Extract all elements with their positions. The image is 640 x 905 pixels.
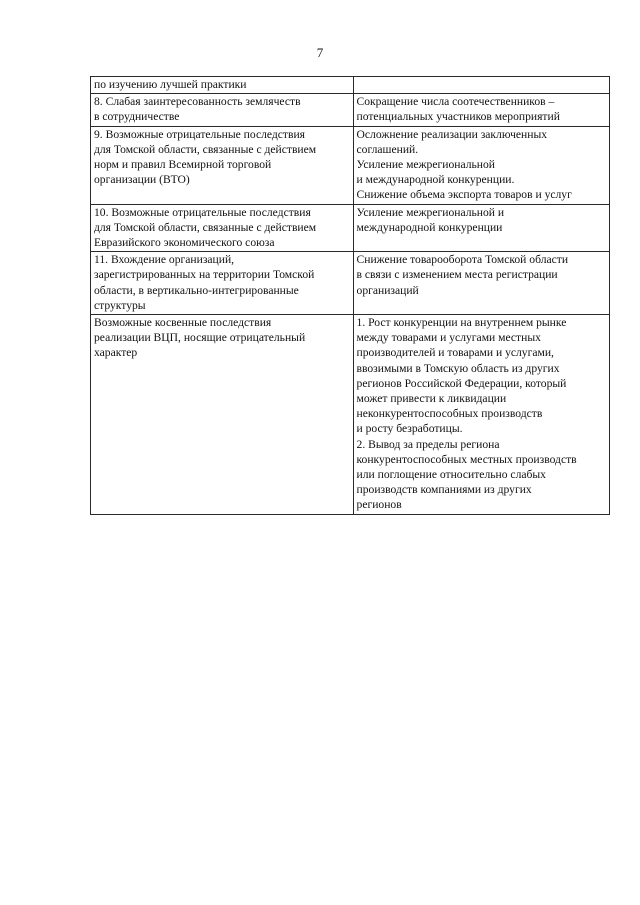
cell-line: Усиление межрегиональной и [356,205,505,219]
cell-line: и росту безработицы. [356,422,463,436]
risk-cell [91,94,354,126]
cell-line: организации (ВТО) [94,173,190,187]
table-row [91,315,610,515]
cell-line: структуры [94,298,146,312]
page-number: 7 [316,45,324,60]
consequence-cell [353,77,609,94]
cell-line: Возможные косвенные последствия [94,316,272,330]
cell-line: регионов Российской Федерации, который [356,376,567,390]
cell-line: для Томской области, связанные с действием [94,220,317,234]
cell-line: 2. Вывод за пределы региона [356,437,500,451]
cell-line: области, в вертикально-интегрированные [94,283,299,297]
cell-line: и международной конкуренции. [356,173,515,187]
table-row [91,77,610,94]
cell-line: характер [94,346,138,360]
cell-line: организаций [356,283,419,297]
risk-cell [91,77,354,94]
cell-line: в связи с изменением места регистрации [356,268,558,282]
cell-line: в сотрудничестве [94,110,180,124]
risk-cell [91,252,354,315]
risk-cell [91,126,354,204]
table-row [91,94,610,126]
cell-line: норм и правил Всемирной торговой [94,158,272,172]
cell-line: может привести к ликвидации [356,392,507,406]
cell-line: 8. Слабая заинтересованность землячеств [94,95,301,109]
cell-line: производителей и товарами и услугами, [356,346,554,360]
consequence-cell [353,94,609,126]
table-row [91,252,610,315]
cell-line: Усиление межрегиональной [356,158,495,172]
cell-line: для Томской области, связанные с действием [94,142,317,156]
risk-cell [91,204,354,252]
cell-line: потенциальных участников мероприятий [356,110,560,124]
cell-line: зарегистрированных на территории Томской [94,268,315,282]
cell-line: 1. Рост конкуренции на внутреннем рынке [356,316,567,330]
cell-line: 11. Вхождение организаций, [94,253,235,267]
cell-line: реализации ВЦП, носящие отрицательный [94,331,306,345]
cell-line: Сокращение числа соотечественников – [356,95,555,109]
cell-line: регионов [356,498,402,512]
cell-line: 9. Возможные отрицательные последствия [94,127,305,141]
cell-line: Евразийского экономического союза [94,236,275,250]
cell-line: Осложнение реализации заключенных [356,127,548,141]
cell-line: Снижение товарооборота Томской области [356,253,569,267]
cell-line: производств компаниями из других [356,483,532,497]
cell-line [357,77,606,92]
cell-line: соглашений. [356,142,419,156]
cell-line: по изучению лучшей практики [94,78,247,91]
table-row [91,204,610,252]
consequence-cell [353,252,609,315]
consequence-cell [353,315,609,515]
cell-line: международной конкуренции [356,220,503,234]
cell-line: между товарами и услугами местных [356,331,541,345]
risk-table [90,76,610,515]
cell-line: неконкурентоспособных производств [356,407,543,421]
cell-line: или поглощение относительно слабых [356,468,546,482]
cell-line: ввозимыми в Томскую область из других [356,361,560,375]
table-row [91,126,610,204]
cell-line: Снижение объема экспорта товаров и услуг [356,188,572,202]
cell-line: 10. Возможные отрицательные последствия [94,205,311,219]
consequence-cell [353,126,609,204]
consequence-cell [353,204,609,252]
risk-cell [91,315,354,515]
cell-line: конкурентоспособных местных производств [356,452,577,466]
